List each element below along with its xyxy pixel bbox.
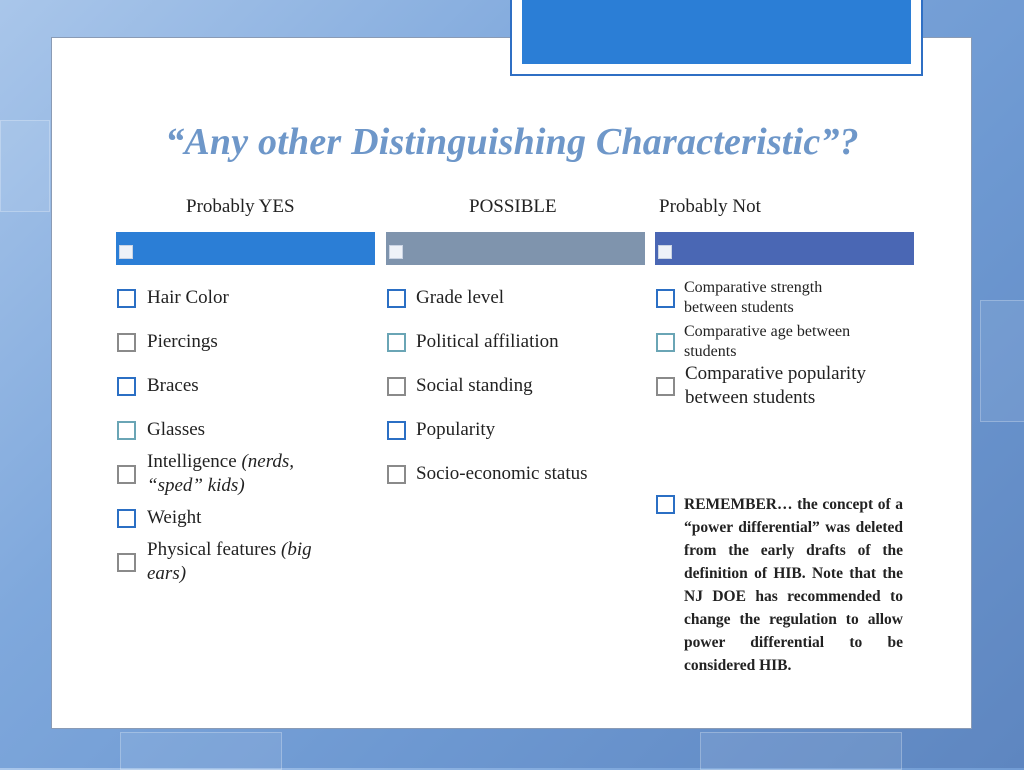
list-item-note: (nerds, “sped” kids) [147,451,295,496]
list-item [147,450,347,498]
checkbox-icon [117,333,136,352]
list-item: Popularity [416,419,496,440]
list-item: Comparative strength between students [684,279,823,316]
checkbox-icon [387,289,406,308]
list-item: Comparative age between students [684,323,851,360]
checkbox-icon [117,465,136,484]
list-item [147,538,347,586]
list-item: Braces [147,375,199,396]
list-item: Weight [147,507,202,528]
checkbox-icon [117,377,136,396]
checkbox-icon [656,333,675,352]
header-bar-not [655,232,914,265]
column-header-not: Probably Not [659,196,761,217]
list-item: Comparative popularity between students [685,363,866,408]
checkbox-icon [117,289,136,308]
checkbox-icon [117,509,136,528]
list-item-note: (big ears) [147,539,312,584]
checkbox-icon [117,553,136,572]
header-accent-block [522,0,911,64]
header-bar-possible [386,232,645,265]
checkbox-icon [387,421,406,440]
background-decoration [980,300,1024,422]
list-item: Political affiliation [416,331,559,352]
slide-title: “Any other Distinguishing Characteristic”? [165,121,859,163]
background-decoration [700,732,902,770]
checkbox-icon [117,421,136,440]
checkbox-icon [387,333,406,352]
bar-square-icon [389,245,403,259]
remember-note: REMEMBER… the concept of a “power differential” was deleted from the early drafts of the definition of HIB. Note that the NJ DOE has recommended to change the regulation to allow power differential to be considered HIB. [684,496,903,674]
header-accent-frame [510,0,923,76]
bar-square-icon [658,245,672,259]
list-item: Grade level [416,287,505,308]
column-header-possible: POSSIBLE [469,196,557,217]
header-bar-yes [116,232,375,265]
checkbox-icon [656,495,675,514]
column-header-yes: Probably YES [186,196,295,217]
list-item: Social standing [416,375,533,396]
checkbox-icon [656,377,675,396]
bar-square-icon [119,245,133,259]
list-item-text: Intelligence [147,451,242,472]
checkbox-icon [656,289,675,308]
checkbox-icon [387,465,406,484]
list-item: Glasses [147,419,206,440]
list-item: Socio-economic status [416,463,588,484]
list-item: Hair Color [147,287,229,308]
background-decoration [120,732,282,770]
list-item-text: Physical features [147,539,282,560]
list-item: Piercings [147,331,218,352]
checkbox-icon [387,377,406,396]
